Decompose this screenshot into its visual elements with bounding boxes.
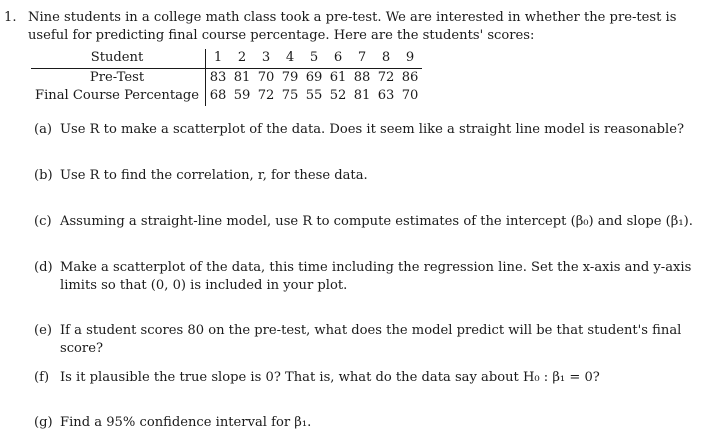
table-cell: 79 — [281, 69, 299, 85]
student-number: 8 — [374, 49, 398, 68]
student-number: 2 — [230, 49, 254, 68]
part-d — [34, 259, 718, 295]
table-cell: 83 — [209, 69, 227, 85]
part-text: Use R to find the correlation, r, for these data. — [60, 168, 368, 183]
table-cell: 86 — [401, 69, 419, 85]
table-cell: 55 — [305, 88, 323, 103]
part-text: Assuming a straight-line model, use R to compute estimates of the intercept (β₀) and slope (β₁). — [60, 214, 693, 229]
table-cell: 75 — [281, 88, 299, 103]
student-number: 7 — [350, 49, 374, 68]
part-c — [34, 213, 718, 231]
table-cell: 88 — [353, 69, 371, 85]
part-label: (b) — [34, 168, 53, 183]
part-label: (d) — [34, 260, 53, 275]
part-a — [34, 121, 718, 139]
table-cell: 81 — [353, 88, 371, 103]
part-g — [34, 414, 718, 432]
table-cell: 68 — [209, 88, 227, 103]
table-cell: 61 — [329, 69, 347, 85]
row-label: Pre-Test — [31, 68, 206, 87]
student-number: 9 — [398, 49, 422, 68]
part-b — [34, 167, 718, 185]
table-cell: 72 — [257, 88, 275, 103]
table-cell: 70 — [257, 69, 275, 85]
student-number: 4 — [278, 49, 302, 68]
table-cell: 70 — [401, 88, 419, 103]
problem-number: 1. — [4, 10, 17, 25]
part-text: Make a scatterplot of the data, this time including the regression line. Set the x-axis and y-axis limits so that (0, 0) is included in your plot. — [60, 260, 692, 293]
part-label: (e) — [34, 323, 52, 338]
header-label: Student — [31, 49, 206, 68]
student-number: 1 — [206, 49, 231, 68]
table-cell: 59 — [233, 88, 251, 103]
part-text: If a student scores 80 on the pre-test, what does the model predict will be that student's final score? — [60, 323, 682, 356]
part-text: Find a 95% confidence interval for β₁. — [60, 415, 312, 430]
part-label: (g) — [34, 415, 53, 430]
table-cell: 69 — [305, 69, 323, 85]
student-number: 5 — [302, 49, 326, 68]
problem-intro — [4, 9, 722, 45]
student-number: 3 — [254, 49, 278, 68]
part-label: (a) — [34, 122, 53, 137]
table-row-pretest — [31, 68, 422, 87]
scores-table — [31, 49, 422, 106]
student-number: 6 — [326, 49, 350, 68]
row-label: Final Course Percentage — [31, 87, 206, 106]
table-header-row — [31, 49, 422, 68]
part-f — [34, 369, 718, 387]
table-cell: 63 — [377, 88, 395, 103]
problem-intro-text: Nine students in a college math class took a pre-test. We are interested in whether the pre-test is useful for predicting final course percentage. Here are the students' scores: — [28, 10, 677, 43]
part-e — [34, 322, 718, 358]
part-label: (f) — [34, 370, 50, 385]
table-cell: 52 — [329, 88, 347, 103]
problem-1 — [4, 9, 722, 45]
part-label: (c) — [34, 214, 52, 229]
table-row-final — [31, 87, 422, 106]
table-cell: 81 — [233, 69, 251, 85]
part-text: Use R to make a scatterplot of the data. Does it seem like a straight line model is reasonable? — [60, 122, 685, 137]
part-text: Is it plausible the true slope is 0? That is, what do the data say about H₀ : β₁ = 0? — [60, 370, 600, 385]
table-cell: 72 — [377, 69, 395, 85]
